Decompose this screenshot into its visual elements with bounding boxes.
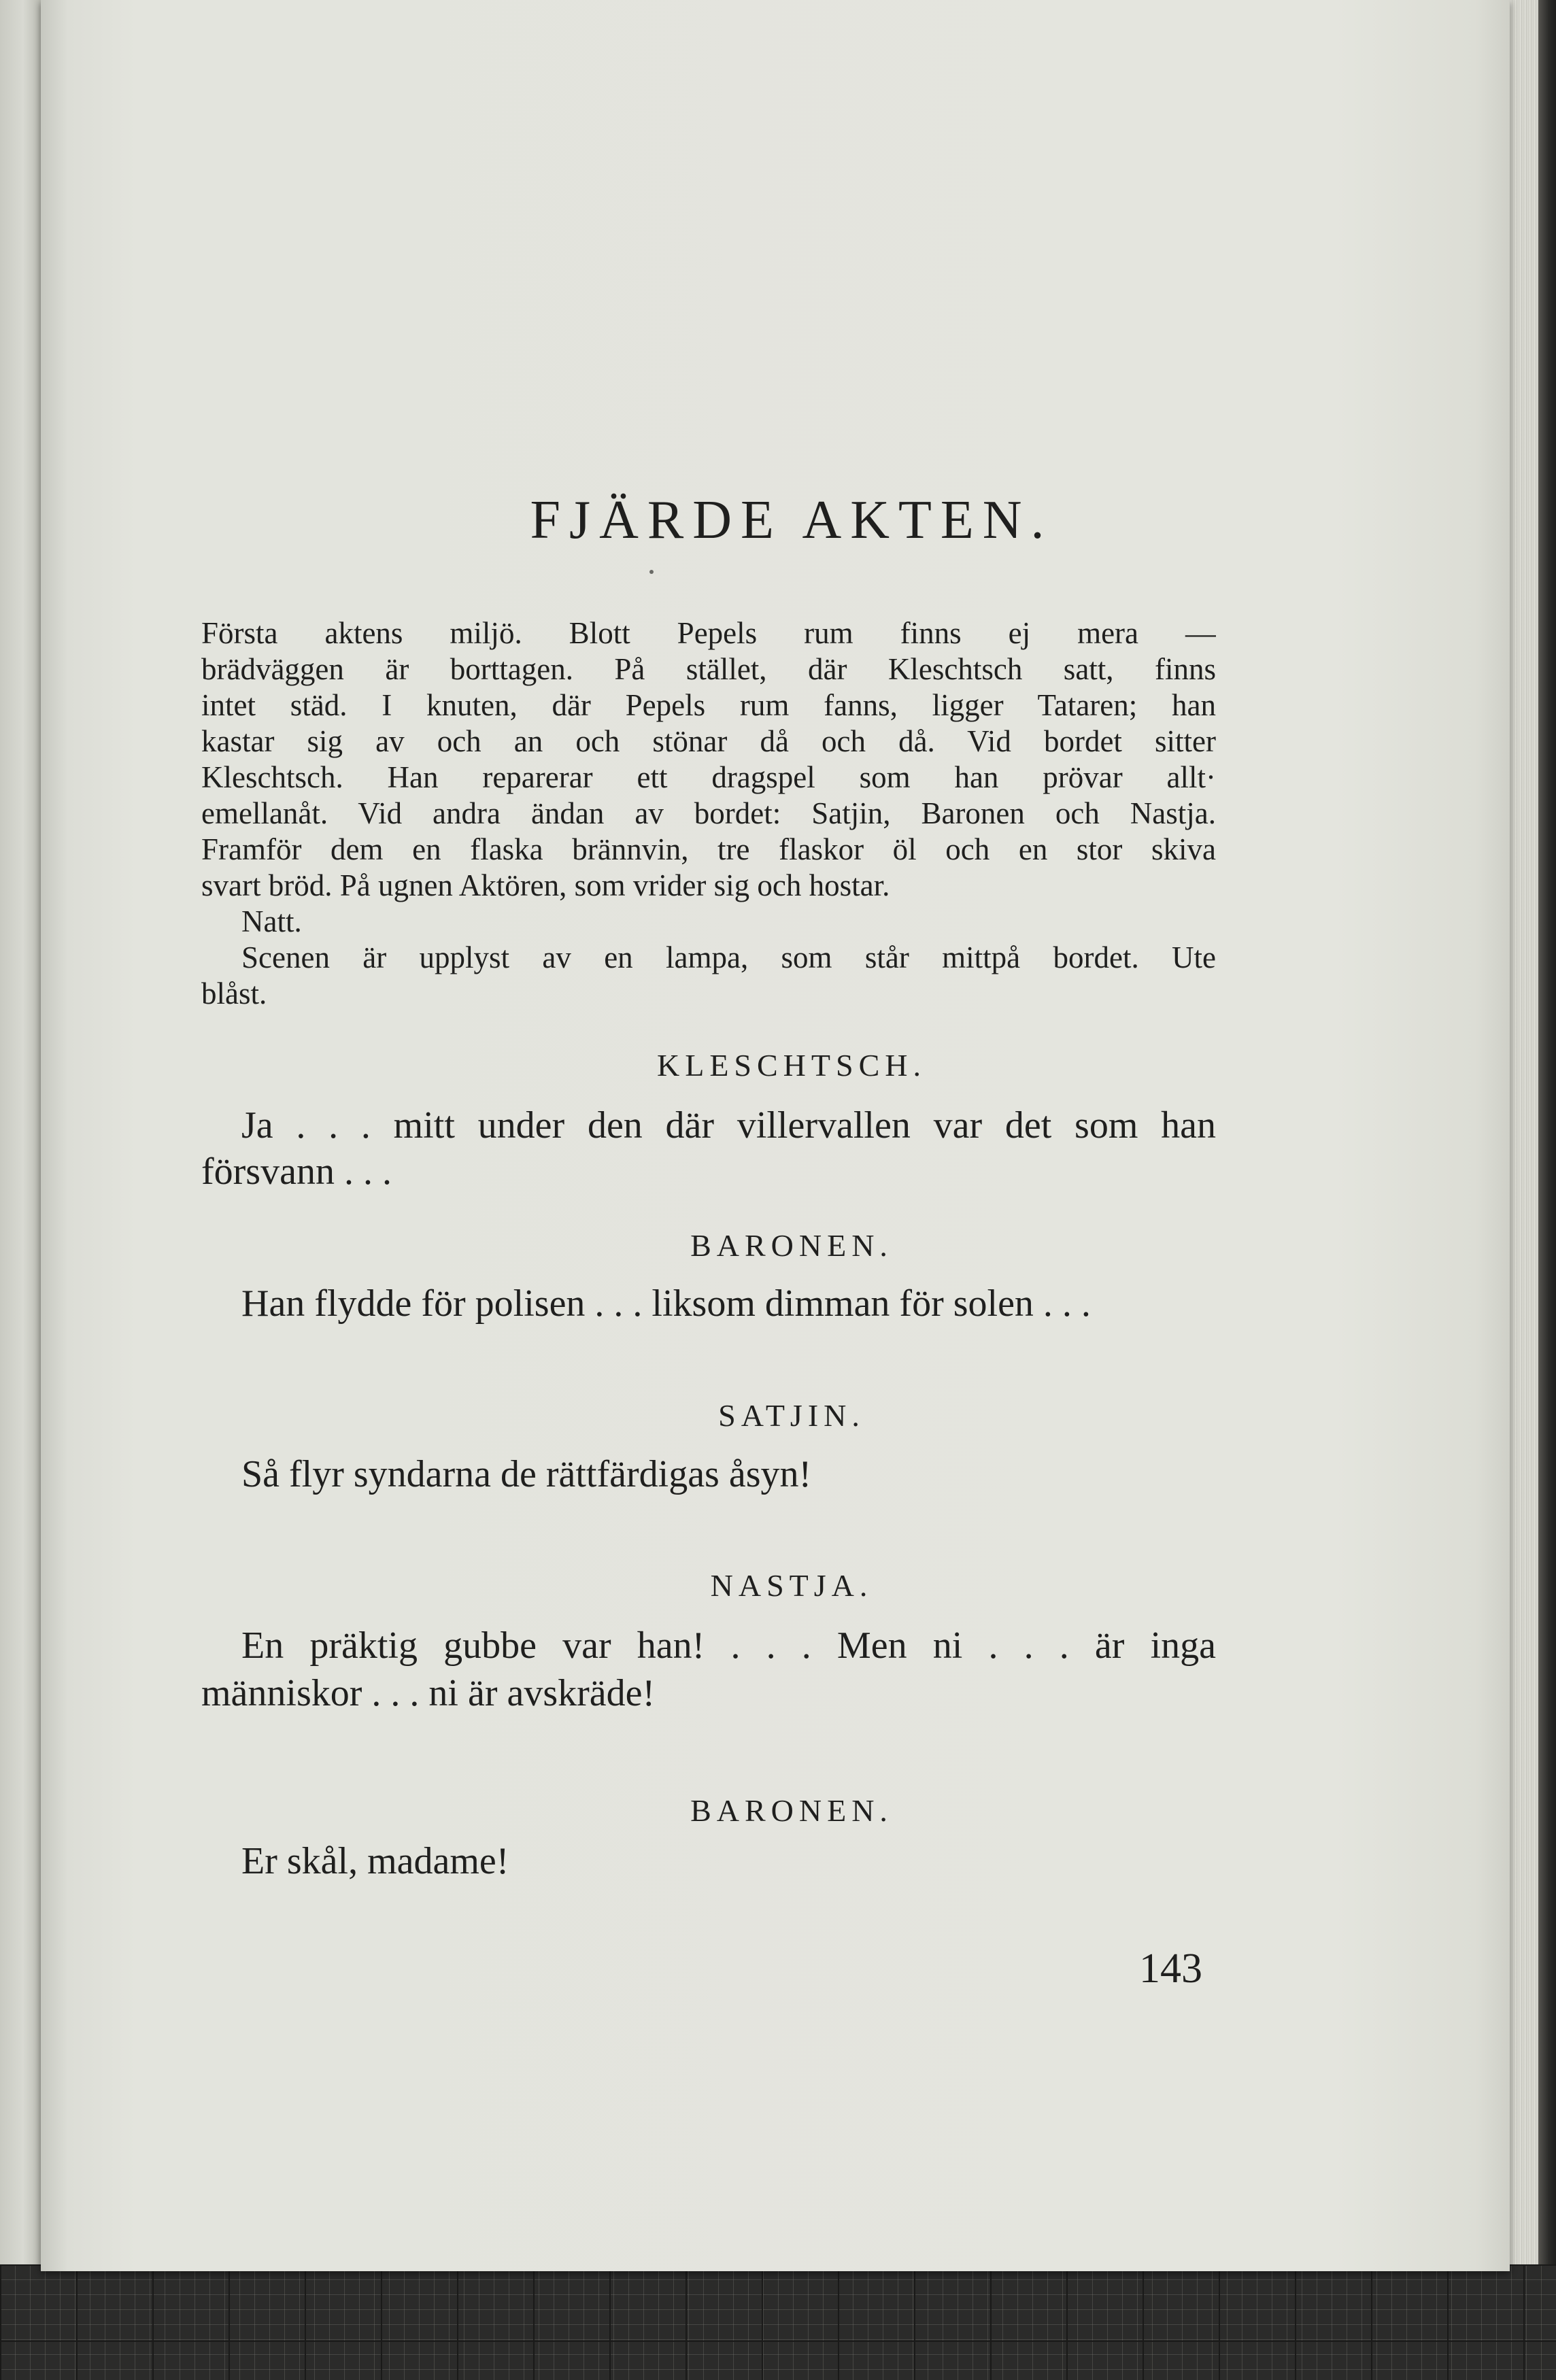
stage-direction-scene-line: Scenen är upplyst av en lampa, som står mittpå bordet. Ute <box>241 940 1216 974</box>
speaker-name: NASTJA. <box>710 1568 873 1603</box>
dialogue-line: Ja . . . mitt under den där villervallen var det som han <box>241 1104 1216 1146</box>
dialogue-line: Er skål, madame! <box>241 1840 509 1882</box>
dialogue-line: En präktig gubbe var han! . . . Men ni . . . är inga <box>241 1625 1216 1667</box>
dialogue-line: Så flyr syndarna de rättfärdigas åsyn! <box>241 1453 812 1495</box>
dialogue-line: Han flydde för polisen . . . liksom dimman för solen . . . <box>241 1282 1091 1325</box>
speaker-name: KLESCHTSCH. <box>657 1048 926 1083</box>
previous-page-edge <box>0 0 42 2264</box>
stage-direction-line: emellanåt. Vid andra ändan av bordet: Satjin, Baronen och Nastja. <box>201 796 1216 830</box>
stage-direction-line: intet städ. I knuten, där Pepels rum fanns, ligger Tataren; han <box>201 688 1216 722</box>
stage-direction-line: svart bröd. På ugnen Aktören, som vrider sig och hostar. <box>201 868 890 902</box>
stage-direction-line: kastar sig av och an och stönar då och då. Vid bordet sitter <box>201 724 1216 758</box>
stage-direction-scene-line: blåst. <box>201 976 267 1010</box>
stage-direction-line: brädväggen är borttagen. På stället, där Kleschtsch satt, finns <box>201 652 1216 686</box>
stage-direction-line: Framför dem en flaska brännvin, tre flaskor öl och en stor skiva <box>201 832 1216 866</box>
cutting-mat-background <box>0 2264 1556 2380</box>
dialogue-line: försvann . . . <box>201 1151 392 1193</box>
stage-direction-line: Kleschtsch. Han reparerar ett dragspel som han prövar allt· <box>201 760 1216 794</box>
stage-direction-time: Natt. <box>241 904 302 938</box>
speaker-name: SATJIN. <box>718 1398 865 1433</box>
stage-direction-line: Första aktens miljö. Blott Pepels rum finns ej mera — <box>201 616 1216 650</box>
speaker-name: BARONEN. <box>690 1793 893 1828</box>
title-ornament-dot <box>649 570 654 574</box>
dialogue-line: människor . . . ni är avskräde! <box>201 1672 656 1714</box>
page-number: 143 <box>1139 1945 1202 1992</box>
act-title: FJÄRDE AKTEN. <box>530 490 1053 550</box>
book-spine-edge <box>1538 0 1556 2380</box>
speaker-name: BARONEN. <box>690 1228 893 1263</box>
